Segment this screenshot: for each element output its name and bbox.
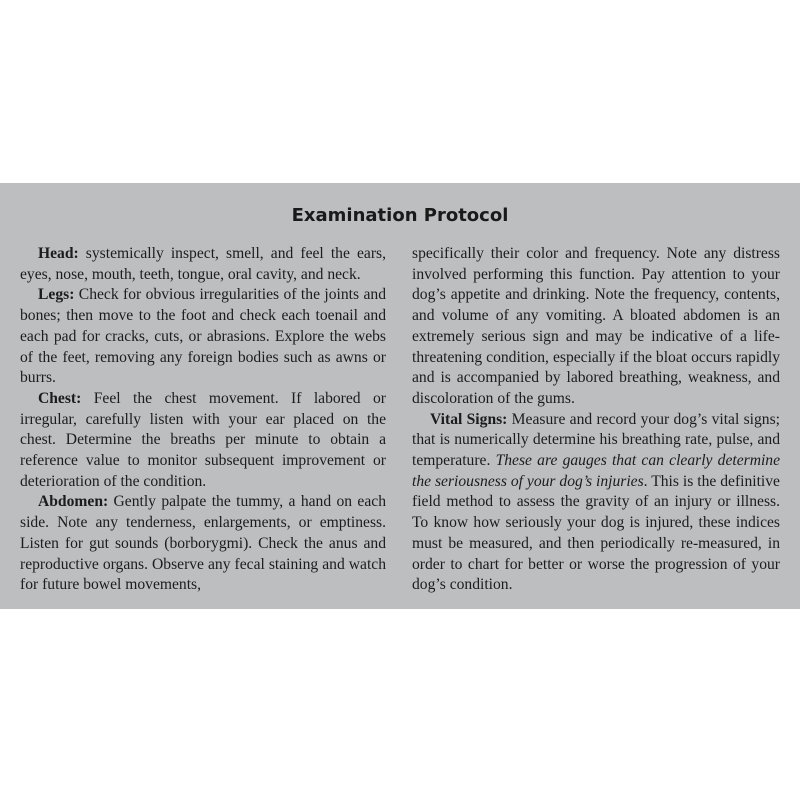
protocol-panel <box>0 183 800 609</box>
chest-heading: Chest: <box>38 389 82 407</box>
abdomen-text: Gently palpate the tummy, a hand on each side. Note any tenderness, enlargements, or emptiness. Listen for gut sounds (borborygmi). Check the anus and reproductive organs. Observe any fecal staining and watch for future bowel movements, <box>20 493 386 594</box>
abdomen-paragraph <box>20 492 386 596</box>
vital-signs-heading: Vital Signs: <box>430 410 508 428</box>
abdomen-continuation-text: specifically their color and frequency. Note any distress involved performing this function. Pay attention to your dog’s appetite and drinking. Note the frequency, contents, and volume of any vomiting. A bloated abdomen is an extremely serious sign and may be indicative of a life-threatening condition, especially if the bloat occurs rapidly and is accompanied by labored breathing, weakness, and discoloration of the gums. <box>412 245 780 407</box>
head-paragraph <box>20 244 386 285</box>
vital-signs-text-before: Measure and record your dog’s vital signs; that is numerically determine his breathing rate, pulse, and temperature. <box>412 410 780 470</box>
legs-text: Check for obvious irregularities of the joints and bones; then move to the foot and check each toenail and each pad for cracks, cuts, or abrasions. Explore the webs of the feet, removing any foreign bodies such as awns or burrs. <box>20 286 386 387</box>
vital-signs-paragraph <box>412 410 780 596</box>
vital-signs-text-after: . This is the definitive field method to assess the gravity of an injury or illness. To know how seriously your dog is injured, these indices must be measured, and then periodically re-measured, in order to chart for better or worse the progression of your dog’s condition. <box>412 472 780 594</box>
head-text: systemically inspect, smell, and feel the ears, eyes, nose, mouth, teeth, tongue, oral cavity, and neck. <box>20 245 386 283</box>
head-heading: Head: <box>38 245 79 262</box>
abdomen-continuation <box>412 244 780 410</box>
abdomen-heading: Abdomen: <box>38 493 109 511</box>
panel-title: Examination Protocol <box>291 205 509 226</box>
legs-heading: Legs: <box>38 286 75 304</box>
legs-paragraph <box>20 285 386 389</box>
right-column <box>412 244 780 596</box>
chest-text: Feel the chest movement. If labored or irregular, carefully listen with your ear placed on the chest. Determine the breaths per minute to obtain a reference value to monitor subsequent improvement or deterioration of the condition. <box>20 389 386 490</box>
vital-signs-italic: These are gauges that can clearly determine the seriousness of your dog’s injuries <box>412 452 781 490</box>
chest-paragraph <box>20 389 386 493</box>
left-column <box>20 244 386 596</box>
